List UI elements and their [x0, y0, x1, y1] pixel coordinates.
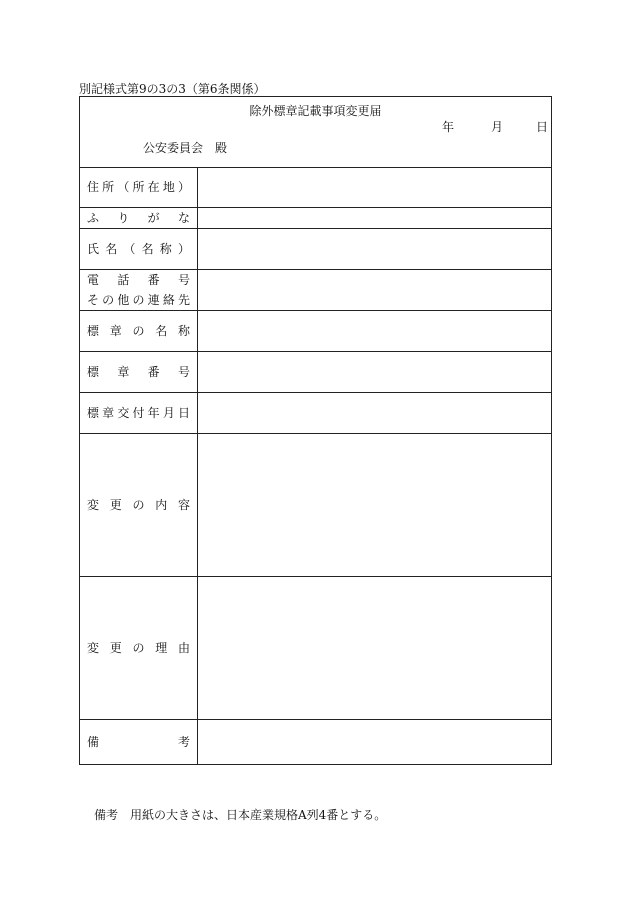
label-phone [80, 270, 198, 310]
label-furigana: ふりがな [80, 208, 198, 228]
address-field[interactable] [198, 167, 551, 207]
label-badge-number: 標章番号 [80, 352, 198, 392]
form-header [80, 97, 551, 168]
remarks-field[interactable] [198, 720, 551, 764]
label-issue-date: 標章交付年月日 [80, 393, 198, 433]
row-issue-date [80, 393, 551, 434]
label-phone-line1: 電話番号 [87, 273, 190, 287]
row-change-content [80, 434, 551, 577]
row-furigana [80, 208, 551, 229]
label-badge-name: 標章の名称 [80, 311, 198, 351]
label-remarks: 備考 [80, 720, 198, 764]
label-name: 氏名（名称） [80, 229, 198, 269]
form-table [79, 96, 552, 765]
row-address [80, 167, 551, 208]
label-change-content: 変更の内容 [80, 434, 198, 576]
phone-field[interactable] [198, 270, 551, 310]
label-change-reason: 変更の理由 [80, 577, 198, 719]
furigana-field[interactable] [198, 208, 551, 228]
row-phone [80, 270, 551, 311]
label-address: 住所（所在地） [80, 167, 198, 207]
footnote: 備考 用紙の大きさは、日本産業規格A列4番とする。 [94, 808, 387, 822]
row-badge-name [80, 311, 551, 352]
date-month-field[interactable]: 月 [491, 120, 504, 134]
badge-name-field[interactable] [198, 311, 551, 351]
addressee: 公安委員会 殿 [143, 141, 228, 155]
name-field[interactable] [198, 229, 551, 269]
row-badge-number [80, 352, 551, 393]
row-remarks [80, 720, 551, 764]
form-title: 除外標章記載事項変更届 [249, 104, 382, 118]
date-day-field[interactable]: 日 [536, 120, 549, 134]
change-content-field[interactable] [198, 434, 551, 576]
badge-number-field[interactable] [198, 352, 551, 392]
row-change-reason [80, 577, 551, 720]
change-reason-field[interactable] [198, 577, 551, 719]
date-year-field[interactable]: 年 [442, 120, 455, 134]
issue-date-field[interactable] [198, 393, 551, 433]
row-name [80, 229, 551, 270]
form-number-label: 別記様式第9の3の3（第6条関係） [79, 82, 266, 96]
label-phone-line2: その他の連絡先 [87, 293, 190, 307]
